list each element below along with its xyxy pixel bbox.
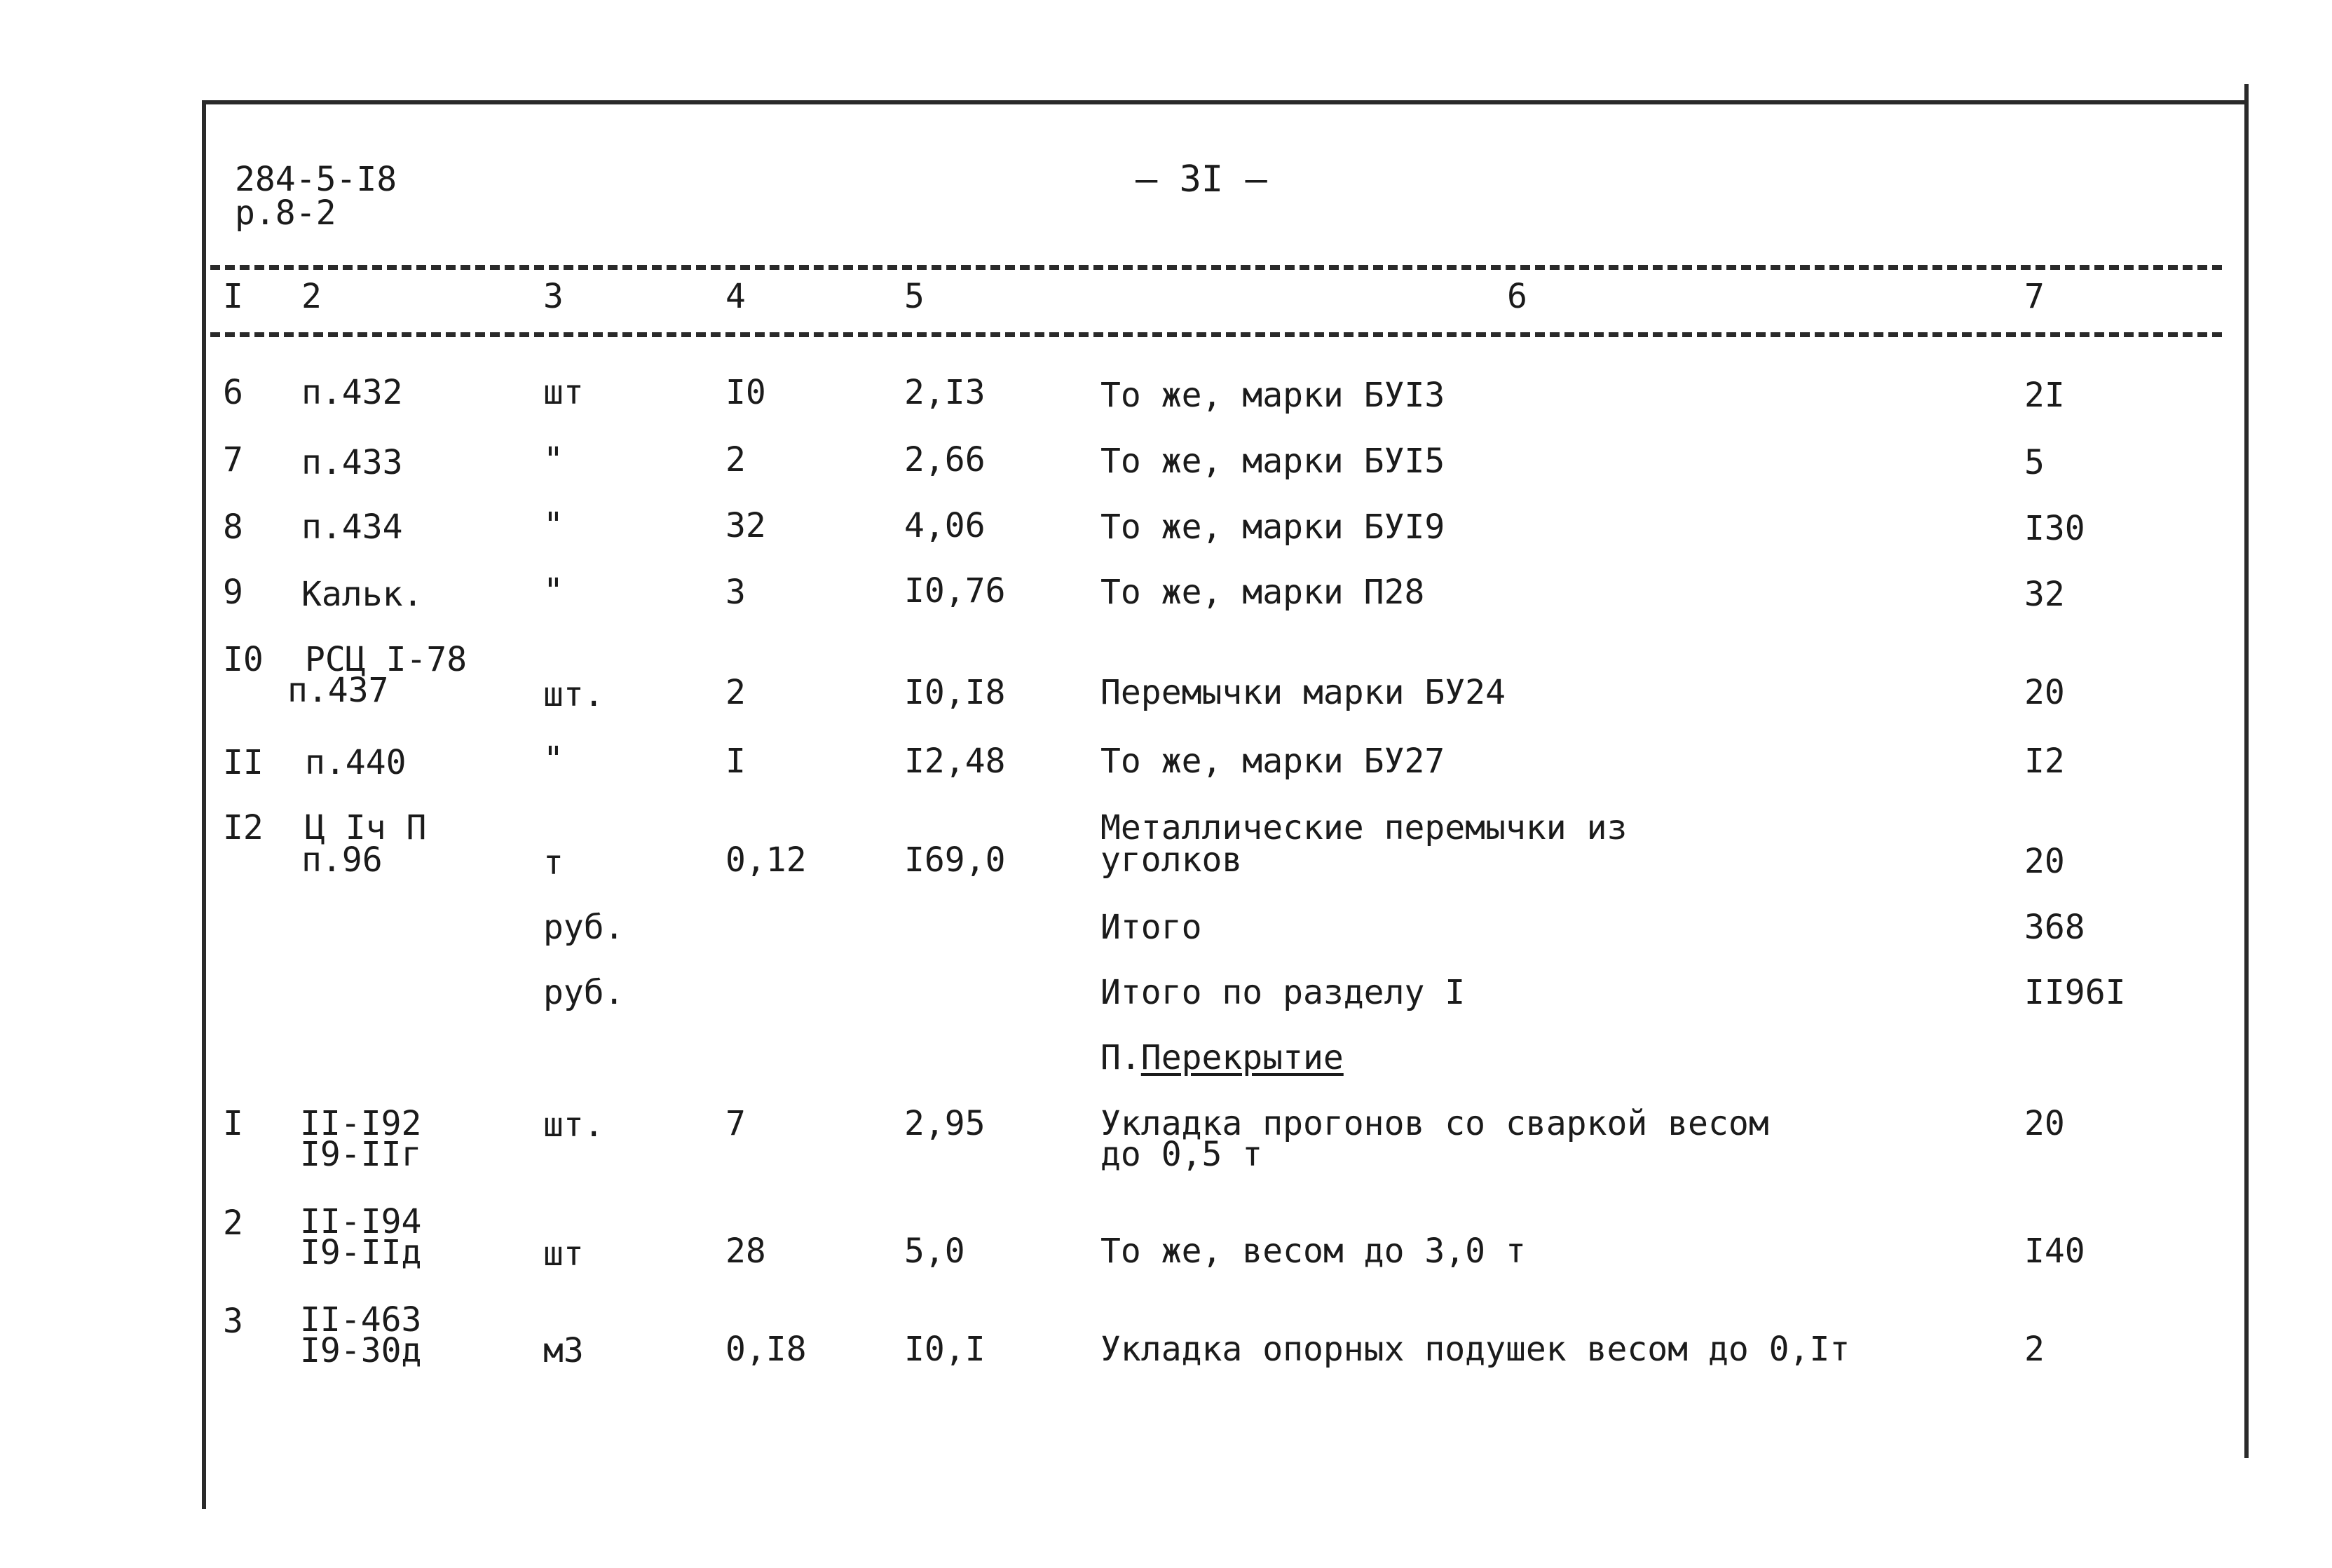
description-continuation: уголков <box>1100 840 1243 880</box>
column-header-7: 7 <box>2024 277 2045 316</box>
total: 2 <box>2024 1330 2045 1369</box>
unit: " <box>543 440 564 479</box>
norm-reference-item: п.437 <box>287 671 389 710</box>
section-heading-title: Перекрытие <box>1140 1038 1344 1077</box>
description: Металлические перемычки из <box>1100 808 1628 847</box>
document-code <box>235 160 397 233</box>
norm-reference: Кальк. <box>301 575 423 614</box>
unit-price: 4,06 <box>904 506 986 545</box>
document-code-line2: р.8-2 <box>235 193 336 233</box>
unit-price: I0,76 <box>904 571 1006 611</box>
quantity: 7 <box>725 1104 746 1143</box>
description: То же, марки БУI5 <box>1100 442 1445 481</box>
description: То же, весом до 3,0 т <box>1100 1232 1526 1271</box>
column-header-5: 5 <box>904 277 925 316</box>
row-number: 2 <box>223 1204 243 1243</box>
unit: шт <box>543 1234 584 1274</box>
norm-reference: п.432 <box>301 373 403 412</box>
row-number: I0 <box>223 640 264 679</box>
row-number: II <box>223 743 264 782</box>
quantity: 32 <box>725 506 766 545</box>
column-header-1: I <box>223 277 243 316</box>
unit-price: I0,I8 <box>904 673 1006 712</box>
total: 32 <box>2024 575 2065 614</box>
norm-reference-item: I9-30д <box>300 1331 422 1370</box>
unit: м3 <box>543 1331 584 1370</box>
unit: шт <box>543 373 584 412</box>
unit-price: 5,0 <box>904 1232 965 1271</box>
frame-left-border <box>202 100 206 1509</box>
column-header-4: 4 <box>725 277 746 316</box>
row-number: 8 <box>223 507 243 547</box>
norm-reference: Ц Iч П <box>305 808 427 847</box>
norm-reference: п.433 <box>301 443 403 482</box>
description: Укладка прогонов со сваркой весом <box>1100 1104 1769 1143</box>
column-header-2: 2 <box>301 277 322 316</box>
row-number: I2 <box>223 808 264 847</box>
section-heading-prefix: П. <box>1100 1038 1141 1077</box>
quantity: 28 <box>725 1232 766 1271</box>
norm-reference: II-I92 <box>300 1104 422 1143</box>
total: 20 <box>2024 1104 2065 1143</box>
unit: руб. <box>543 973 625 1012</box>
total: I40 <box>2024 1232 2085 1271</box>
norm-reference: II-463 <box>300 1300 422 1339</box>
unit-price: I0,I <box>904 1330 986 1369</box>
total: 2I <box>2024 376 2065 415</box>
quantity: 0,I8 <box>725 1330 807 1369</box>
norm-reference: РСЦ I-78 <box>305 640 468 679</box>
unit-price: I69,0 <box>904 840 1006 880</box>
document-code-line1: 284-5-I8 <box>235 160 397 199</box>
total: 20 <box>2024 673 2065 712</box>
column-header-6: 6 <box>1507 277 1527 316</box>
unit: " <box>543 505 564 545</box>
description: То же, марки БУI9 <box>1100 507 1445 547</box>
norm-reference-item: I9-IIг <box>300 1135 422 1174</box>
row-number: I <box>223 1104 243 1143</box>
total: II96I <box>2024 973 2126 1012</box>
row-number: 7 <box>223 440 243 479</box>
unit: шт. <box>543 675 604 714</box>
unit: шт. <box>543 1105 604 1145</box>
norm-reference: п.434 <box>301 507 403 547</box>
section-heading-text <box>1100 1038 1344 1077</box>
description: Укладка опорных подушек весом до 0,Iт <box>1100 1330 1850 1369</box>
quantity: 2 <box>725 440 746 479</box>
norm-reference-item: п.96 <box>301 840 383 880</box>
frame-top-border <box>202 100 2249 104</box>
quantity: 0,12 <box>725 840 807 880</box>
row-number: 9 <box>223 573 243 612</box>
quantity: 2 <box>725 673 746 712</box>
quantity: I <box>725 742 746 781</box>
norm-reference: II-I94 <box>300 1202 422 1241</box>
description-continuation: до 0,5 т <box>1100 1135 1263 1174</box>
unit: " <box>543 571 564 611</box>
unit-price: 2,66 <box>904 440 986 479</box>
unit-price: 2,I3 <box>904 373 986 412</box>
description: Итого <box>1100 908 1202 947</box>
description: То же, марки БУ27 <box>1100 742 1445 781</box>
column-header-3: 3 <box>543 277 564 316</box>
total: 20 <box>2024 842 2065 881</box>
unit: руб. <box>543 908 625 947</box>
unit: т <box>543 843 564 882</box>
total: 368 <box>2024 908 2085 947</box>
description: Перемычки марки БУ24 <box>1100 673 1506 712</box>
frame-right-border <box>2244 84 2249 1458</box>
header-top-dashed-rule <box>210 265 2222 270</box>
unit: " <box>543 739 564 779</box>
norm-reference: п.440 <box>305 743 407 782</box>
description: То же, марки П28 <box>1100 573 1425 612</box>
unit-price: 2,95 <box>904 1104 986 1143</box>
row-number: 6 <box>223 373 243 412</box>
total: I2 <box>2024 742 2065 781</box>
description: То же, марки БУI3 <box>1100 376 1445 415</box>
total: I30 <box>2024 509 2085 548</box>
page-number: — 3I — <box>1136 158 1267 200</box>
quantity: 3 <box>725 573 746 612</box>
total: 5 <box>2024 443 2045 482</box>
quantity: I0 <box>725 373 766 412</box>
unit-price: I2,48 <box>904 742 1006 781</box>
header-bottom-dashed-rule <box>210 332 2222 337</box>
norm-reference-item: I9-IIд <box>300 1233 422 1272</box>
row-number: 3 <box>223 1302 243 1341</box>
description: Итого по разделу I <box>1100 973 1466 1012</box>
